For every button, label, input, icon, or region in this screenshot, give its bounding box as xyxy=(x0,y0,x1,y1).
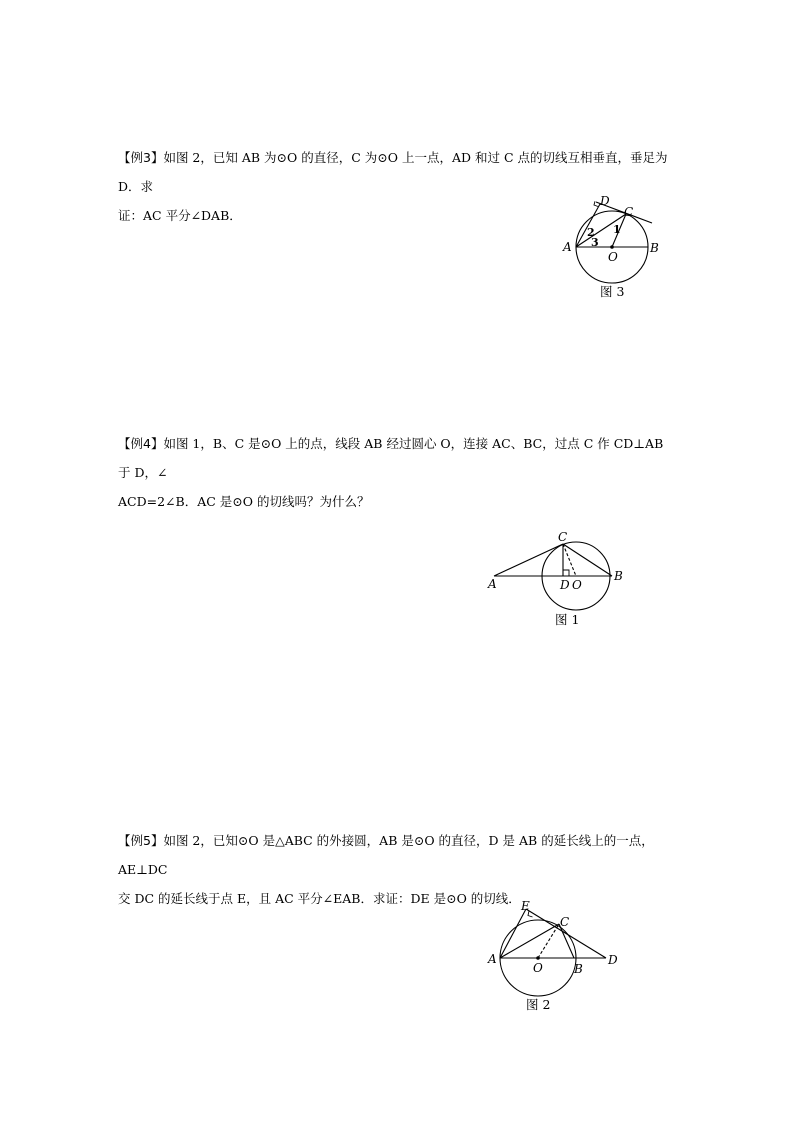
figure-1-label-b: B xyxy=(614,569,623,583)
example-3-label: 【例3】 xyxy=(118,150,164,165)
figure-2-label-e: E xyxy=(521,899,530,913)
figure-2-label-b: B xyxy=(574,962,583,976)
figure-3-caption: 图 3 xyxy=(600,284,625,299)
example-4-label: 【例4】 xyxy=(118,436,164,451)
example-4-text-2: ACD=2∠B．AC 是⊙O 的切线吗？为什么？ xyxy=(118,494,370,509)
figure-2-label-o: O xyxy=(533,961,543,975)
figure-1-label-a: A xyxy=(488,577,497,591)
figure-2-center-dot xyxy=(536,956,540,960)
figure-2-caption: 图 2 xyxy=(526,997,551,1012)
figure-3-label-c: C xyxy=(624,205,634,219)
figure-3-angle-2: 2 xyxy=(587,226,595,239)
figure-3-label-a: A xyxy=(563,240,572,254)
example-4-line-1 xyxy=(118,429,678,487)
figure-3-center-dot xyxy=(610,245,614,249)
figure-1-diagram xyxy=(484,525,634,635)
figure-2-diagram xyxy=(486,896,626,1016)
figure-1-segment-bc xyxy=(563,544,612,576)
example-3-text-2: 证：AC 平分∠DAB． xyxy=(118,208,242,223)
example-4-text-1: 如图 1，B、C 是⊙O 上的点，线段 AB 经过圆心 O，连接 AC、BC，过点 C 作 CD⊥AB 于 D，∠ xyxy=(118,436,664,480)
figure-2-segment-oc-dashed xyxy=(538,924,559,958)
figure-3-label-d: D xyxy=(600,194,610,208)
figure-3-angle-3: 3 xyxy=(591,236,599,249)
figure-1-label-c: C xyxy=(558,530,568,544)
figure-3 xyxy=(560,190,670,310)
figure-2-label-a: A xyxy=(488,952,497,966)
figure-2 xyxy=(486,896,626,1016)
figure-3-angle-1: 1 xyxy=(613,223,621,236)
figure-2-label-d: D xyxy=(608,953,618,967)
figure-1-segment-ac xyxy=(494,544,563,576)
figure-1-label-o: O xyxy=(572,578,582,592)
example-5-text-1: 如图 2，已知⊙O 是△ABC 的外接圆，AB 是⊙O 的直径，D 是 AB 的延长线上的一点，AE⊥DC xyxy=(118,833,654,877)
example-5-line-1 xyxy=(118,826,678,884)
example-5-text-2: 交 DC 的延长线于点 E，且 AC 平分∠EAB．求证：DE 是⊙O 的切线． xyxy=(118,891,521,906)
figure-2-label-c: C xyxy=(560,915,570,929)
figure-1-right-angle-mark xyxy=(563,570,569,576)
example-5-label: 【例5】 xyxy=(118,833,164,848)
example-3-text-1: 如图 2，已知 AB 为⊙O 的直径，C 为⊙O 上一点，AD 和过 C 点的切线互相垂直，垂足为 D．求 xyxy=(118,150,668,194)
figure-3-diagram xyxy=(560,190,670,310)
figure-1-label-d: D xyxy=(560,578,570,592)
figure-3-label-o: O xyxy=(608,250,618,264)
figure-1 xyxy=(484,525,634,635)
figure-3-label-b: B xyxy=(650,241,659,255)
example-4 xyxy=(118,429,678,516)
example-4-line-2 xyxy=(118,487,678,516)
figure-1-caption: 图 1 xyxy=(555,612,580,627)
